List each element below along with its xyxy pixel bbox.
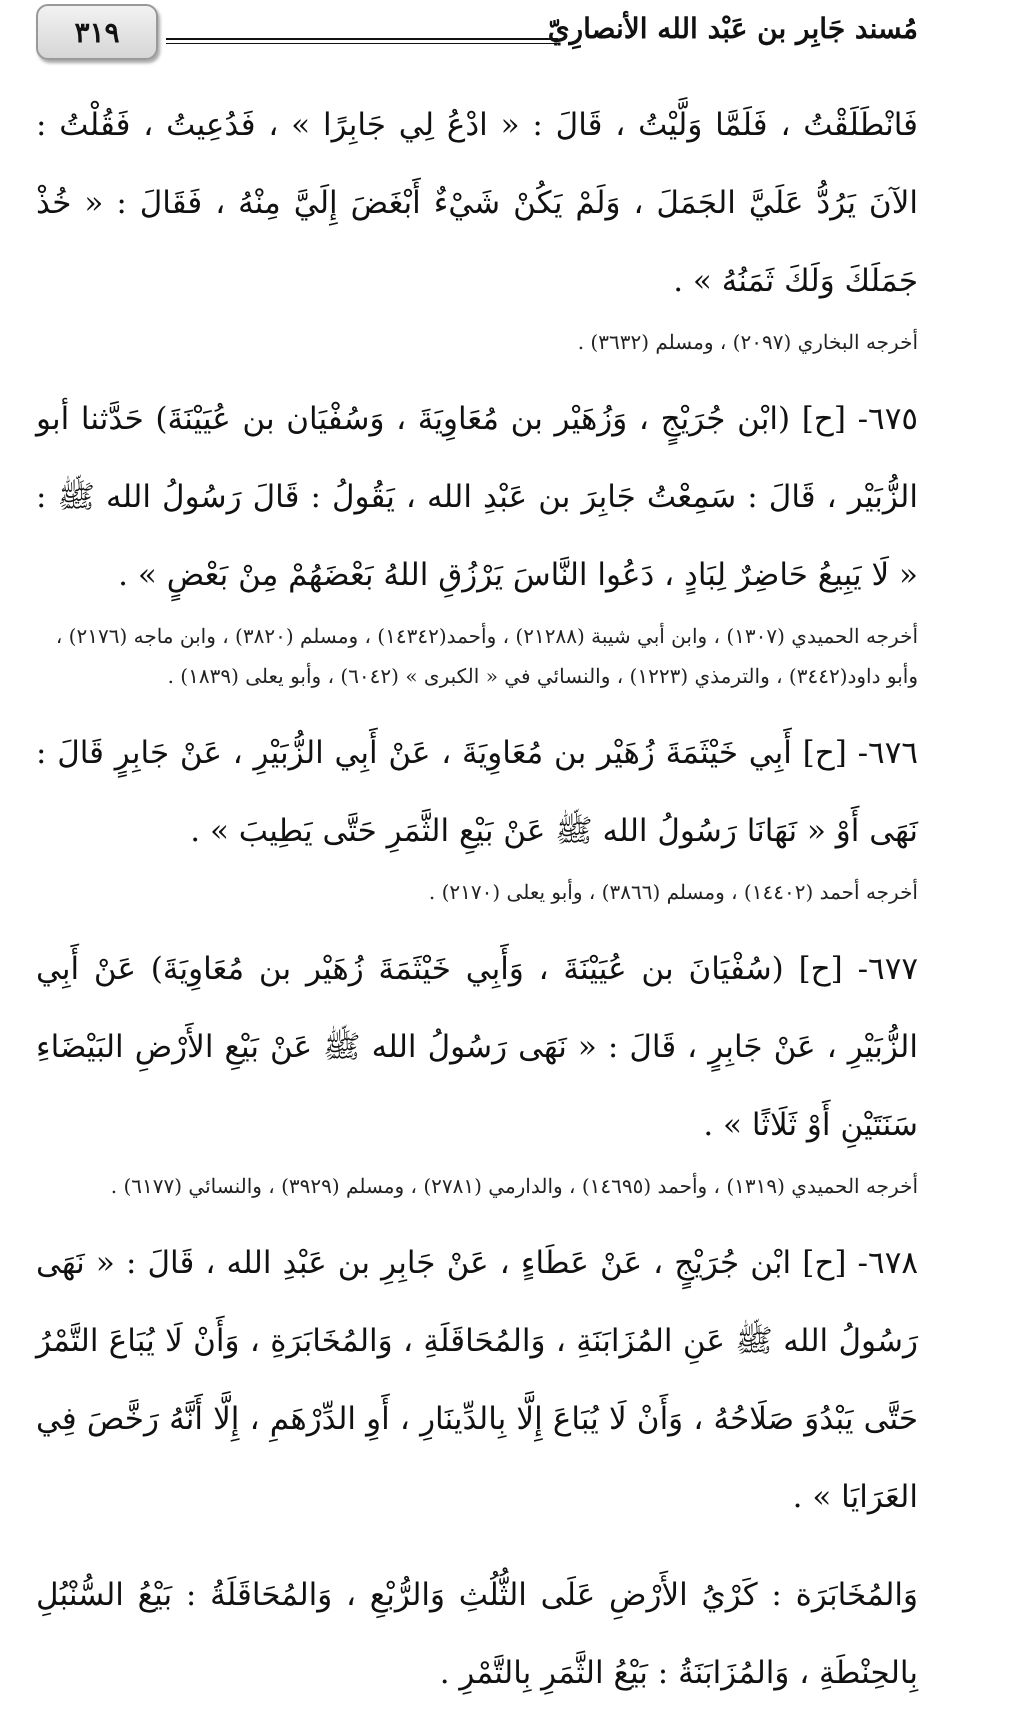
intro-source-note: أخرجه البخاري (٢٠٩٧) ، ومسلم (٣٦٣٢) . bbox=[577, 330, 918, 354]
page-content bbox=[36, 86, 918, 1712]
hadith-677: ٦٧٧- [ح] (سُفْيَانَ بن عُيَيْنَةَ ، وَأَبِي خَيْثَمَةَ زُهَيْر بن مُعَاوِيَةَ) عَنْ أَبِي الزُّبَيْرِ ، عَنْ جَابِرٍ ، قَالَ : « نَهَى رَسُولُ الله ﷺ عَنْ بَيْعِ الأَرْضِ البَيْضَاءِ سَنَتَيْنِ أَوْ ثَلَاثًا » . bbox=[36, 951, 918, 1143]
definitions-note: وَالمُخَابَرَة : كَرْيُ الأَرْضِ عَلَى الثُّلُثِ وَالرُّبْعِ ، وَالمُحَاقَلَةُ : بَيْعُ السُّنْبُلِ بِالحِنْطَةِ ، وَالمُزَابَنَةُ : بَيْعُ الثَّمَرِ بِالتَّمْرِ . bbox=[36, 1577, 918, 1691]
hadith-678: ٦٧٨- [ح] ابْن جُرَيْجٍ ، عَنْ عَطَاءٍ ، عَنْ جَابِرِ بن عَبْدِ الله ، قَالَ : « نَهَى رَسُولُ الله ﷺ عَنِ المُزَابَنَةِ ، وَالمُحَاقَلَةِ ، وَالمُخَابَرَةِ ، وَأَنْ لَا يُبَاعَ التَّمْرُ حَتَّى يَبْدُوَ صَلَاحُهُ ، وَأَنْ لَا يُبَاعَ إِلَّا بِالدِّينَارِ ، أَوِ الدِّرْهَمِ ، إِلَّا أَنَّهُ رَخَّصَ فِي العَرَايَا » . bbox=[36, 1245, 918, 1515]
hadith-675: ٦٧٥- [ح] (ابْن جُرَيْجٍ ، وَزُهَيْر بن مُعَاوِيَةَ ، وَسُفْيَان بن عُيَيْنَةَ) حَدَّثنا أبو الزُّبَيْر ، قَالَ : سَمِعْتُ جَابِرَ بن عَبْدِ الله ، يَقُولُ : قَالَ رَسُولُ الله ﷺ : « لَا يَبِيعُ حَاضِرٌ لِبَادٍ ، دَعُوا النَّاسَ يَرْزُقِ اللهُ بَعْضَهُمْ مِنْ بَعْضٍ » . bbox=[36, 401, 918, 593]
intro-paragraph: فَانْطَلَقْتُ ، فَلَمَّا وَلَّيْتُ ، قَالَ : « ادْعُ لِي جَابِرًا » ، فَدُعِيتُ ، فَقُلْتُ : الآنَ يَرُدُّ عَلَيَّ الجَمَلَ ، وَلَمْ يَكُنْ شَيْءٌ أَبْغَضَ إِلَيَّ مِنْهُ ، فَقَالَ : « خُذْ جَمَلَكَ وَلَكَ ثَمَنُهُ » . bbox=[36, 107, 918, 299]
header-rule bbox=[166, 38, 558, 44]
hadith-676-source: أخرجه أحمد (١٤٤٠٢) ، ومسلم (٣٨٦٦) ، وأبو يعلى (٢١٧٠) . bbox=[428, 880, 918, 904]
page-number-badge bbox=[36, 4, 158, 60]
page-number: ٣١٩ bbox=[74, 15, 120, 49]
hadith-676: ٦٧٦- [ح] أَبِي خَيْثَمَةَ زُهَيْر بن مُعَاوِيَةَ ، عَنْ أَبِي الزُّبَيْرِ ، عَنْ جَابِرٍ قَالَ : نَهَى أَوْ « نَهَانَا رَسُولُ الله ﷺ عَنْ بَيْعِ الثَّمَرِ حَتَّى يَطِيبَ » . bbox=[36, 735, 918, 849]
hadith-677-source: أخرجه الحميدي (١٣١٩) ، وأحمد (١٤٦٩٥) ، والدارمي (٢٧٨١) ، ومسلم (٣٩٢٩) ، والنسائي (٦١٧٧) . bbox=[110, 1174, 918, 1198]
page-header bbox=[36, 4, 918, 64]
running-title: مُسند جَابِر بن عَبْد الله الأنصارِيّ bbox=[547, 12, 918, 45]
hadith-675-source: أخرجه الحميدي (١٣٠٧) ، وابن أبي شيبة (٢١٢٨٨) ، وأحمد(١٤٣٤٢) ، ومسلم (٣٨٢٠) ، وابن ماجه (٢١٧٦) ، وأبو داود(٣٤٤٢) ، والترمذي (١٢٢٣) ، والنسائي في « الكبرى » (٦٠٤٢) ، وأبو يعلى (١٨٣٩) . bbox=[55, 624, 918, 688]
